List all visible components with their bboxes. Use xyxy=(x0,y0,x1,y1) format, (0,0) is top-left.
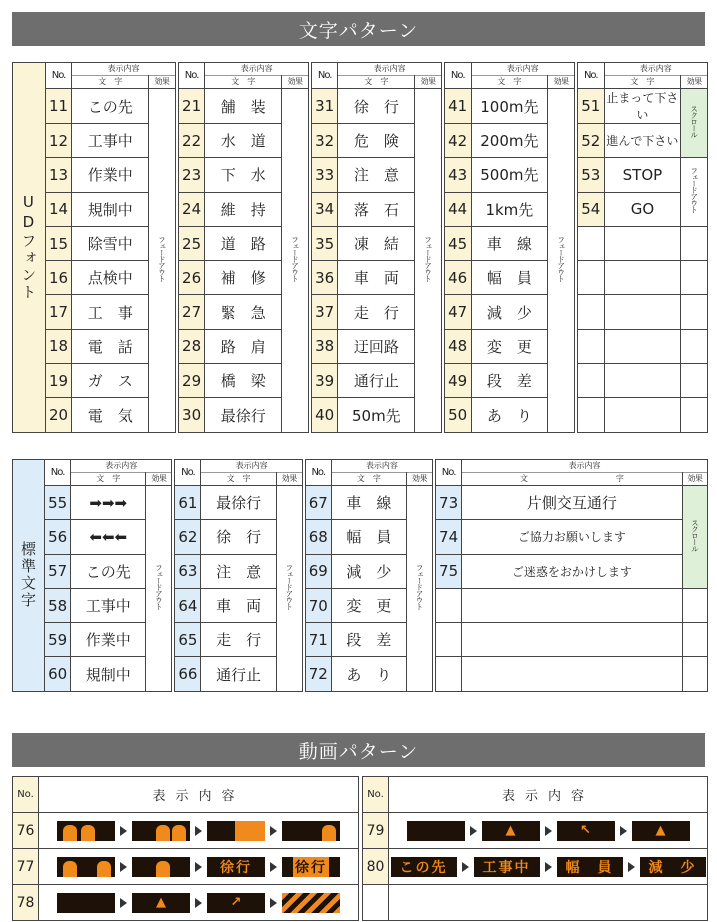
pattern-number: 12 xyxy=(45,124,72,158)
effect-cell: スクロール xyxy=(681,89,708,158)
movie-empty-cell xyxy=(389,885,708,921)
pattern-number: 70 xyxy=(305,588,331,622)
pattern-number: 40 xyxy=(311,398,338,432)
pattern-text: 幅 員 xyxy=(331,520,406,554)
pattern-text: 作業中 xyxy=(71,623,146,657)
pattern-text: 車 両 xyxy=(201,588,276,622)
header-effect: 効果 xyxy=(149,76,176,89)
next-arrow-icon xyxy=(195,862,202,872)
pattern-number: 65 xyxy=(175,623,201,657)
pattern-number: 29 xyxy=(178,364,205,398)
header-display-content: 表示内容 xyxy=(338,63,441,76)
pattern-text: 通行止 xyxy=(201,657,276,691)
empty-text-cell xyxy=(604,329,681,363)
pattern-number: 44 xyxy=(444,192,471,226)
next-arrow-icon xyxy=(470,826,477,836)
movie-frame-sign-icon xyxy=(207,821,265,841)
movie-no-header: No. xyxy=(13,777,39,813)
pattern-number: 52 xyxy=(577,124,604,158)
pattern-text: 幅 員 xyxy=(471,261,548,295)
pattern-text: 落 石 xyxy=(338,192,415,226)
header-display-content: 表示内容 xyxy=(72,63,175,76)
empty-effect-cell xyxy=(681,364,708,398)
pattern-text: 工事中 xyxy=(72,124,149,158)
pattern-number: 56 xyxy=(45,520,71,554)
header-text: 文 字 xyxy=(471,76,548,89)
header-text: 文 字 xyxy=(72,76,149,89)
next-arrow-icon xyxy=(545,862,552,872)
effect-cell: フェードアウト xyxy=(149,89,176,433)
movie-frame-hatch-turn-icon: ↗ xyxy=(207,893,265,913)
pattern-number: 36 xyxy=(311,261,338,295)
header-no: No. xyxy=(175,460,201,486)
pattern-number: 17 xyxy=(45,295,72,329)
effect-cell: フェードアウト xyxy=(548,89,575,433)
movie-frame-workers-icon xyxy=(132,857,190,877)
pattern-text: ご迷惑をおかけします xyxy=(462,554,683,588)
pattern-number: 66 xyxy=(175,657,201,691)
empty-effect-cell xyxy=(681,329,708,363)
pattern-number: 15 xyxy=(45,226,72,260)
movie-frame-text: 徐行 xyxy=(282,857,340,877)
empty-effect-cell xyxy=(682,623,707,657)
movie-frame-text: 減 少 xyxy=(640,857,706,877)
pattern-number: 54 xyxy=(577,192,604,226)
header-effect: 効果 xyxy=(681,76,708,89)
pattern-number: 43 xyxy=(444,158,471,192)
pattern-text: ⬅⬅⬅ xyxy=(71,520,146,554)
movie-77-frames xyxy=(39,849,359,885)
pattern-text: 1km先 xyxy=(471,192,548,226)
movie-no-80: 80 xyxy=(363,849,389,885)
empty-effect-cell xyxy=(681,261,708,295)
movie-frame-arrow-hatch-icon: ▲ xyxy=(632,821,690,841)
header-display-content: 表示内容 xyxy=(331,460,432,473)
header-effect: 効果 xyxy=(415,76,442,89)
pattern-number: 39 xyxy=(311,364,338,398)
pattern-text: この先 xyxy=(72,89,149,124)
pattern-number: 16 xyxy=(45,261,72,295)
effect-cell: フェードアウト xyxy=(146,486,172,692)
pattern-text: 変 更 xyxy=(471,329,548,363)
pattern-text: 最徐行 xyxy=(205,398,282,432)
pattern-text: 車 両 xyxy=(338,261,415,295)
header-no: No. xyxy=(577,63,604,89)
effect-cell: フェードアウト xyxy=(407,486,433,692)
next-arrow-icon xyxy=(620,826,627,836)
movie-frame-text: 幅 員 xyxy=(557,857,623,877)
movie-frame-hatch-icon xyxy=(57,893,115,913)
empty-number-cell xyxy=(577,398,604,432)
pattern-text: 下 水 xyxy=(205,158,282,192)
pattern-text: 段 差 xyxy=(331,623,406,657)
movie-frame-text: 徐行 xyxy=(207,857,265,877)
pattern-number: 69 xyxy=(305,554,331,588)
pattern-text: あ り xyxy=(331,657,406,691)
effect-cell: フェードアウト xyxy=(681,158,708,227)
header-effect: 効果 xyxy=(407,473,433,486)
movie-frame-hatch-icon xyxy=(407,821,465,841)
next-arrow-icon xyxy=(462,862,469,872)
pattern-number: 60 xyxy=(45,657,71,691)
movie-80-frames xyxy=(389,849,708,885)
pattern-text: 舗 装 xyxy=(205,89,282,124)
pattern-text: この先 xyxy=(71,554,146,588)
pattern-number: 24 xyxy=(178,192,205,226)
pattern-text: 迂回路 xyxy=(338,329,415,363)
pattern-number: 41 xyxy=(444,89,471,124)
movie-frame-hatch-icon xyxy=(282,893,340,913)
next-arrow-icon xyxy=(270,862,277,872)
header-text: 文 字 xyxy=(201,473,276,486)
effect-cell: フェードアウト xyxy=(276,486,302,692)
pattern-number: 31 xyxy=(311,89,338,124)
empty-number-cell xyxy=(577,226,604,260)
section-side-label: 標準文字 xyxy=(13,460,45,692)
movie-frame-arrow-up-icon: ▲ xyxy=(482,821,540,841)
pattern-text: 車 線 xyxy=(471,226,548,260)
movie-empty-cell xyxy=(363,885,389,921)
pattern-text: 進んで下さい xyxy=(604,124,681,158)
pattern-text: 注 意 xyxy=(338,158,415,192)
pattern-number: 68 xyxy=(305,520,331,554)
pattern-number: 51 xyxy=(577,89,604,124)
header-display-content: 表示内容 xyxy=(205,63,308,76)
header-display-content: 表示内容 xyxy=(471,63,574,76)
empty-text-cell xyxy=(462,588,683,622)
header-no: No. xyxy=(45,63,72,89)
movie-frame-worker-icon xyxy=(282,821,340,841)
pattern-text: 維 持 xyxy=(205,192,282,226)
pattern-number: 59 xyxy=(45,623,71,657)
pattern-text: 徐 行 xyxy=(201,520,276,554)
pattern-number: 21 xyxy=(178,89,205,124)
pattern-text: 路 肩 xyxy=(205,329,282,363)
pattern-number: 58 xyxy=(45,588,71,622)
pattern-number: 32 xyxy=(311,124,338,158)
empty-number-cell xyxy=(577,261,604,295)
empty-effect-cell xyxy=(681,226,708,260)
pattern-number: 57 xyxy=(45,554,71,588)
pattern-number: 46 xyxy=(444,261,471,295)
pattern-text: 工事中 xyxy=(71,588,146,622)
pattern-number: 18 xyxy=(45,329,72,363)
empty-text-cell xyxy=(604,261,681,295)
pattern-text: 500m先 xyxy=(471,158,548,192)
pattern-text: 電 気 xyxy=(72,398,149,432)
next-arrow-icon xyxy=(120,898,127,908)
empty-number-cell xyxy=(436,588,462,622)
header-text: 文 字 xyxy=(205,76,282,89)
next-arrow-icon xyxy=(270,826,277,836)
pattern-text: 補 修 xyxy=(205,261,282,295)
pattern-number: 71 xyxy=(305,623,331,657)
pattern-number: 53 xyxy=(577,158,604,192)
next-arrow-icon xyxy=(195,898,202,908)
movie-no-header-2: No. xyxy=(363,777,389,813)
pattern-number: 20 xyxy=(45,398,72,432)
pattern-text: GO xyxy=(604,192,681,226)
pattern-number: 45 xyxy=(444,226,471,260)
header-no: No. xyxy=(305,460,331,486)
movie-79-frames xyxy=(389,813,708,849)
pattern-text: 減 少 xyxy=(331,554,406,588)
pattern-text: 注 意 xyxy=(201,554,276,588)
pattern-text: 除雪中 xyxy=(72,226,149,260)
header-text: 文 字 xyxy=(604,76,681,89)
pattern-number: 19 xyxy=(45,364,72,398)
pattern-number: 72 xyxy=(305,657,331,691)
header-text: 文 字 xyxy=(331,473,406,486)
pattern-number: 11 xyxy=(45,89,72,124)
pattern-text: 段 差 xyxy=(471,364,548,398)
pattern-text: 止まって下さい xyxy=(604,89,681,124)
effect-cell: フェードアウト xyxy=(282,89,309,433)
section-side-label: UDフォント xyxy=(13,63,46,433)
next-arrow-icon xyxy=(120,826,127,836)
pattern-text: ➡➡➡ xyxy=(71,486,146,520)
pattern-number: 47 xyxy=(444,295,471,329)
pattern-number: 28 xyxy=(178,329,205,363)
header-text: 文 字 xyxy=(71,473,146,486)
pattern-number: 14 xyxy=(45,192,72,226)
header-effect: 効果 xyxy=(146,473,172,486)
pattern-text: 50m先 xyxy=(338,398,415,432)
header-no: No. xyxy=(311,63,338,89)
pattern-text: 工 事 xyxy=(72,295,149,329)
empty-text-cell xyxy=(462,623,683,657)
empty-effect-cell xyxy=(681,398,708,432)
pattern-text: ガ ス xyxy=(72,364,149,398)
pattern-number: 34 xyxy=(311,192,338,226)
pattern-number: 67 xyxy=(305,486,331,520)
text-pattern-banner: 文字パターン xyxy=(12,12,705,46)
pattern-text: 橋 梁 xyxy=(205,364,282,398)
header-no: No. xyxy=(436,460,462,486)
pattern-text: 点検中 xyxy=(72,261,149,295)
pattern-text: 作業中 xyxy=(72,158,149,192)
pattern-number: 30 xyxy=(178,398,205,432)
pattern-text: 100m先 xyxy=(471,89,548,124)
pattern-number: 33 xyxy=(311,158,338,192)
pattern-text: 通行止 xyxy=(338,364,415,398)
pattern-text: あ り xyxy=(471,398,548,432)
standard-text-table xyxy=(12,459,708,692)
pattern-number: 49 xyxy=(444,364,471,398)
pattern-number: 61 xyxy=(175,486,201,520)
movie-no-79: 79 xyxy=(363,813,389,849)
empty-text-cell xyxy=(462,657,683,691)
header-display-content: 表示内容 xyxy=(71,460,172,473)
pattern-number: 23 xyxy=(178,158,205,192)
pattern-number: 55 xyxy=(45,486,71,520)
pattern-number: 42 xyxy=(444,124,471,158)
movie-76-frames xyxy=(39,813,359,849)
pattern-text: 走 行 xyxy=(338,295,415,329)
pattern-number: 64 xyxy=(175,588,201,622)
pattern-number: 26 xyxy=(178,261,205,295)
movie-frame-text: 工事中 xyxy=(474,857,540,877)
pattern-text: 電 話 xyxy=(72,329,149,363)
movie-content-header-2: 表示内容 xyxy=(389,777,708,813)
empty-effect-cell xyxy=(682,588,707,622)
empty-number-cell xyxy=(436,657,462,691)
pattern-number: 62 xyxy=(175,520,201,554)
empty-number-cell xyxy=(577,295,604,329)
pattern-number: 63 xyxy=(175,554,201,588)
header-display-content: 表示内容 xyxy=(604,63,707,76)
movie-content-header: 表示内容 xyxy=(39,777,359,813)
movie-no-78: 78 xyxy=(13,885,39,921)
empty-number-cell xyxy=(577,364,604,398)
pattern-text: 片側交互通行 xyxy=(462,486,683,520)
next-arrow-icon xyxy=(545,826,552,836)
movie-frame-workers-icon xyxy=(132,821,190,841)
movie-no-76: 76 xyxy=(13,813,39,849)
pattern-text: 水 道 xyxy=(205,124,282,158)
pattern-number: 22 xyxy=(178,124,205,158)
pattern-text: 200m先 xyxy=(471,124,548,158)
header-no: No. xyxy=(444,63,471,89)
pattern-text: 道 路 xyxy=(205,226,282,260)
pattern-text: 規制中 xyxy=(72,192,149,226)
next-arrow-icon xyxy=(270,898,277,908)
pattern-text: ご協力お願いします xyxy=(462,520,683,554)
header-effect: 効果 xyxy=(282,76,309,89)
empty-text-cell xyxy=(604,364,681,398)
header-effect: 効果 xyxy=(548,76,575,89)
pattern-number: 35 xyxy=(311,226,338,260)
pattern-text: 危 険 xyxy=(338,124,415,158)
pattern-text: 走 行 xyxy=(201,623,276,657)
pattern-text: 減 少 xyxy=(471,295,548,329)
header-effect: 効果 xyxy=(682,473,707,486)
movie-pattern-banner: 動画パターン xyxy=(12,733,705,767)
movie-pattern-table xyxy=(12,776,708,921)
effect-cell: スクロール xyxy=(682,486,707,589)
header-display-content: 表示内容 xyxy=(462,460,708,473)
pattern-text: 車 線 xyxy=(331,486,406,520)
movie-frame-text: この先 xyxy=(391,857,457,877)
movie-frame-workers-icon xyxy=(57,857,115,877)
ud-font-table xyxy=(12,62,708,433)
movie-frame-arrow-turn-icon: ↖ xyxy=(557,821,615,841)
effect-cell: フェードアウト xyxy=(415,89,442,433)
pattern-text: 徐 行 xyxy=(338,89,415,124)
next-arrow-icon xyxy=(628,862,635,872)
empty-text-cell xyxy=(604,226,681,260)
movie-frame-workers-icon xyxy=(57,821,115,841)
header-no: No. xyxy=(178,63,205,89)
header-text: 文 字 xyxy=(338,76,415,89)
pattern-number: 37 xyxy=(311,295,338,329)
pattern-text: 緊 急 xyxy=(205,295,282,329)
pattern-text: 規制中 xyxy=(71,657,146,691)
pattern-text: STOP xyxy=(604,158,681,192)
pattern-text: 最徐行 xyxy=(201,486,276,520)
pattern-number: 25 xyxy=(178,226,205,260)
pattern-number: 38 xyxy=(311,329,338,363)
next-arrow-icon xyxy=(120,862,127,872)
header-no: No. xyxy=(45,460,71,486)
empty-number-cell xyxy=(436,623,462,657)
next-arrow-icon xyxy=(195,826,202,836)
pattern-number: 73 xyxy=(436,486,462,520)
empty-effect-cell xyxy=(681,295,708,329)
pattern-number: 27 xyxy=(178,295,205,329)
header-text: 文 字 xyxy=(462,473,683,486)
movie-frame-hatch-arrow-icon: ▲ xyxy=(132,893,190,913)
movie-78-frames xyxy=(39,885,359,921)
empty-text-cell xyxy=(604,398,681,432)
empty-number-cell xyxy=(577,329,604,363)
empty-effect-cell xyxy=(682,657,707,691)
empty-text-cell xyxy=(604,295,681,329)
header-effect: 効果 xyxy=(276,473,302,486)
movie-no-77: 77 xyxy=(13,849,39,885)
pattern-number: 50 xyxy=(444,398,471,432)
pattern-number: 48 xyxy=(444,329,471,363)
pattern-number: 75 xyxy=(436,554,462,588)
pattern-number: 13 xyxy=(45,158,72,192)
pattern-text: 凍 結 xyxy=(338,226,415,260)
header-display-content: 表示内容 xyxy=(201,460,302,473)
pattern-text: 変 更 xyxy=(331,588,406,622)
pattern-number: 74 xyxy=(436,520,462,554)
